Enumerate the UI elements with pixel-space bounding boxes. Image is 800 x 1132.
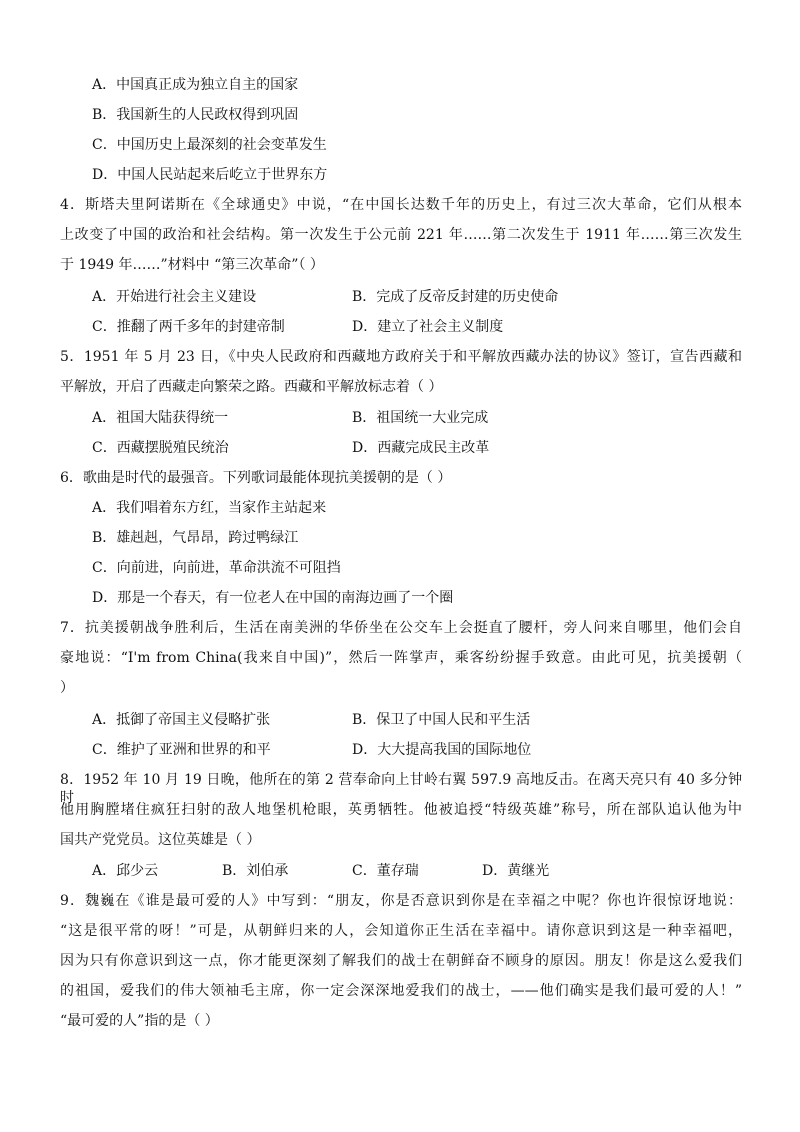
q9-stem-line-5: “最可爱的人”指的是（ ） <box>60 1013 219 1029</box>
q8-stem-line-3: 国共产党党员。这位英雄是（ ） <box>60 832 261 848</box>
q4-stem-line-1: 4．斯塔夫里阿诺斯在《全球通史》中说，“在中国长达数千年的历史上，有过三次大革命，它们从根本 <box>60 197 742 213</box>
q8-option-d: D．黄继光 <box>482 863 550 879</box>
q7-stem-line-1: 7．抗美援朝战争胜利后，生活在南美洲的华侨坐在公交车上会挺直了腰杆，旁人问来自哪里，他们会自 <box>60 620 742 636</box>
q4-option-c: C．推翻了两千多年的封建帝制 <box>92 319 285 335</box>
q5-option-c: C．西藏摆脱殖民统治 <box>92 440 229 456</box>
q3-option-c: C．中国历史上最深刻的社会变革发生 <box>92 137 327 153</box>
q5-option-b: B．祖国统一大业完成 <box>352 410 489 426</box>
q6-option-a: A．我们唱着东方红，当家作主站起来 <box>92 500 327 516</box>
q7-option-d: D．大大提高我国的国际地位 <box>352 742 532 758</box>
q8-option-a: A．邱少云 <box>92 863 159 879</box>
q5-option-d: D．西藏完成民主改革 <box>352 440 490 456</box>
q4-option-b: B．完成了反帝反封建的历史使命 <box>352 289 559 305</box>
q3-option-b: B．我国新生的人民政权得到巩固 <box>92 107 299 123</box>
q6-option-b: B．雄赳赳，气昂昂，跨过鸭绿江 <box>92 530 299 546</box>
q9-stem-line-4: 的祖国，爱我们的伟大领袖毛主席，你一定会深深地爱我们的战士，——他们确实是我们最可爱的人！” <box>60 983 742 999</box>
q9-stem-line-2: “这是很平常的呀！”可是，从朝鲜归来的人，会知道你正生活在幸福中。请你意识到这是一种幸福吧， <box>60 923 742 939</box>
q5-stem-line-2: 平解放，开启了西藏走向繁荣之路。西藏和平解放标志着（ ） <box>60 379 443 395</box>
q7-option-c: C．维护了亚洲和世界的和平 <box>92 742 271 758</box>
q6-stem-line-1: 6．歌曲是时代的最强音。下列歌词最能体现抗美援朝的是（ ） <box>60 470 452 486</box>
q7-stem-line-3: ） <box>60 680 74 696</box>
q7-option-a: A．抵御了帝国主义侵略扩张 <box>92 712 271 728</box>
q6-option-d: D．那是一个春天，有一位老人在中国的南海边画了一个圈 <box>92 590 454 606</box>
q4-stem-line-3: 于 1949 年……”材料中 “第三次革命”（ ） <box>60 257 324 273</box>
q5-stem-line-1: 5．1951 年 5 月 23 日，《中央人民政府和西藏地方政府关于和平解放西藏办法的协议》签订，宣告西藏和 <box>60 349 742 365</box>
q9-stem-line-1: 9．魏巍在《谁是最可爱的人》中写到：“朋友，你是否意识到你是在幸福之中呢？你也许很惊讶地说： <box>60 893 742 909</box>
q4-option-d: D．建立了社会主义制度 <box>352 319 504 335</box>
q3-option-d: D．中国人民站起来后屹立于世界东方 <box>92 167 328 183</box>
q7-option-b: B．保卫了中国人民和平生活 <box>352 712 531 728</box>
q9-stem-line-3: 因为只有你意识到这一点，你才能更深刻了解我们的战士在朝鲜奋不顾身的原因。朋友！你是这么爱我们 <box>60 953 742 969</box>
q3-option-a: A．中国真正成为独立自主的国家 <box>92 77 299 93</box>
q5-option-a: A．祖国大陆获得统一 <box>92 410 229 426</box>
q4-stem-line-2: 上改变了中国的政治和社会结构。第一次发生于公元前 221 年……第二次发生于 1911 年……第三次发生 <box>60 227 742 243</box>
q8-stem-line-1: 8．1952 年 10 月 19 日晚，他所在的第 2 营奉命向上甘岭右翼 597.9 高地反击。在离天亮只有 40 多分钟时， <box>60 772 742 806</box>
q8-stem-line-2: 他用胸膛堵住疯狂扫射的敌人地堡机枪眼，英勇牺牲。他被追授“特级英雄”称号，所在部队追认他为中 <box>60 802 742 818</box>
q7-stem-line-2: 豪地说：“I'm from China(我来自中国)”，然后一阵掌声，乘客纷纷握手致意。由此可见，抗美援朝（ <box>60 650 742 666</box>
q8-option-b: B．刘伯承 <box>222 863 289 879</box>
q8-options-row <box>92 862 612 880</box>
q8-option-c: C．董存瑞 <box>352 863 419 879</box>
q6-option-c: C．向前进，向前进，革命洪流不可阻挡 <box>92 560 341 576</box>
q4-option-a: A．开始进行社会主义建设 <box>92 289 257 305</box>
